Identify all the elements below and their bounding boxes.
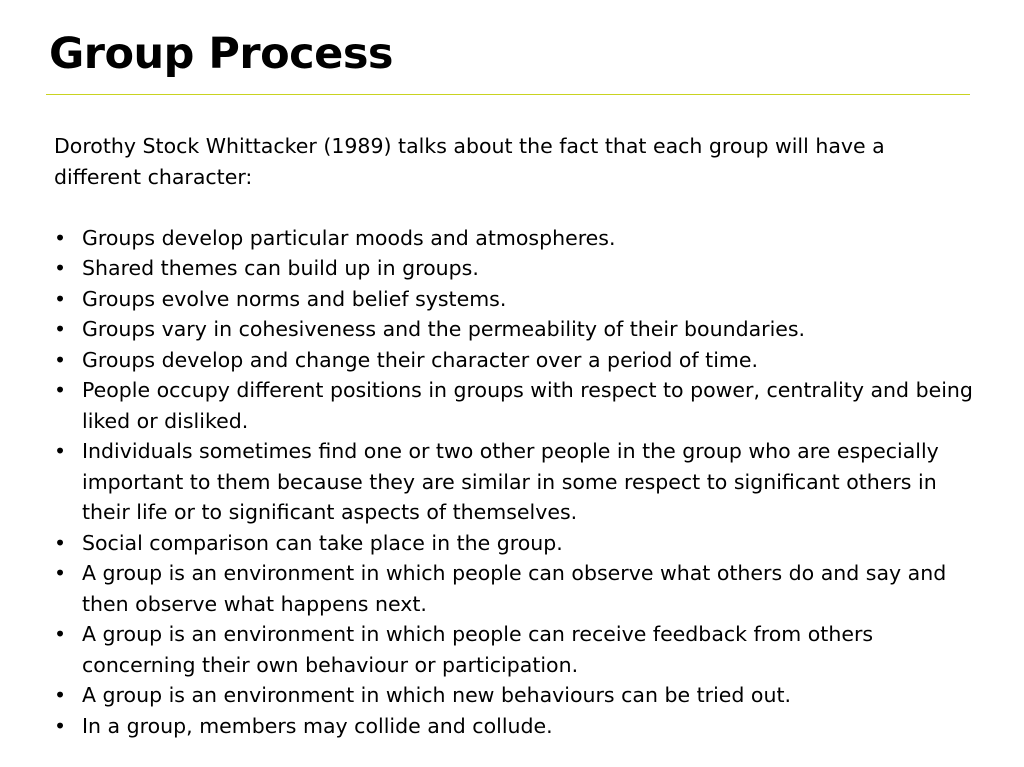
bullet-item xyxy=(54,528,974,559)
bullet-item xyxy=(54,711,974,742)
bullet-dot-icon: • xyxy=(54,225,67,250)
bullet-dot-icon: • xyxy=(54,347,67,372)
bullet-dot-icon: • xyxy=(54,683,67,707)
bullet-item xyxy=(54,314,974,345)
bullet-item xyxy=(54,436,974,528)
bullet-item xyxy=(54,223,974,254)
bullet-text: People occupy different positions in groups with respect to power, centrality and being liked or disliked. xyxy=(82,378,973,433)
slide-title: Group Process xyxy=(49,29,394,79)
bullet-item xyxy=(54,253,974,284)
bullet-text: Groups vary in cohesiveness and the permeability of their boundaries. xyxy=(82,317,806,341)
bullet-text: A group is an environment in which new behaviours can be tried out. xyxy=(82,683,792,707)
bullet-dot-icon: • xyxy=(54,286,67,311)
bullet-dot-icon: • xyxy=(54,713,67,738)
bullet-dot-icon: • xyxy=(54,378,67,402)
bullet-text: A group is an environment in which people can receive feedback from others concerning their own behaviour or participation. xyxy=(82,622,874,677)
bullet-item xyxy=(54,284,974,315)
bullet-item xyxy=(54,375,974,436)
bullet-text: Groups develop particular moods and atmospheres. xyxy=(82,225,616,250)
bullet-dot-icon: • xyxy=(54,622,67,646)
bullet-text: In a group, members may collide and collude. xyxy=(82,713,553,738)
bullet-item xyxy=(54,558,974,619)
bullet-dot-icon: • xyxy=(54,439,67,463)
bullet-text: Individuals sometimes find one or two other people in the group who are especially important to them because they are similar in some respect to significant others in their life or to significant aspects of themselves. xyxy=(82,439,939,524)
title-divider xyxy=(46,94,970,95)
bullet-dot-icon: • xyxy=(54,530,67,555)
bullet-text: Groups develop and change their character over a period of time. xyxy=(82,347,758,372)
bullet-text: Groups evolve norms and belief systems. xyxy=(82,286,507,311)
bullet-dot-icon: • xyxy=(54,317,67,341)
bullet-text: Social comparison can take place in the group. xyxy=(82,530,563,555)
bullet-dot-icon: • xyxy=(54,561,67,585)
bullet-dot-icon: • xyxy=(54,256,67,280)
bullet-text: A group is an environment in which people can observe what others do and say and then observe what happens next. xyxy=(82,561,947,616)
bullet-item xyxy=(54,619,974,680)
bullet-list xyxy=(54,223,974,742)
slide-body xyxy=(54,131,974,741)
bullet-text: Shared themes can build up in groups. xyxy=(82,256,479,280)
intro-paragraph: Dorothy Stock Whittacker (1989) talks about the fact that each group will have a different character: xyxy=(54,134,885,189)
bullet-item xyxy=(54,345,974,376)
bullet-item xyxy=(54,680,974,711)
